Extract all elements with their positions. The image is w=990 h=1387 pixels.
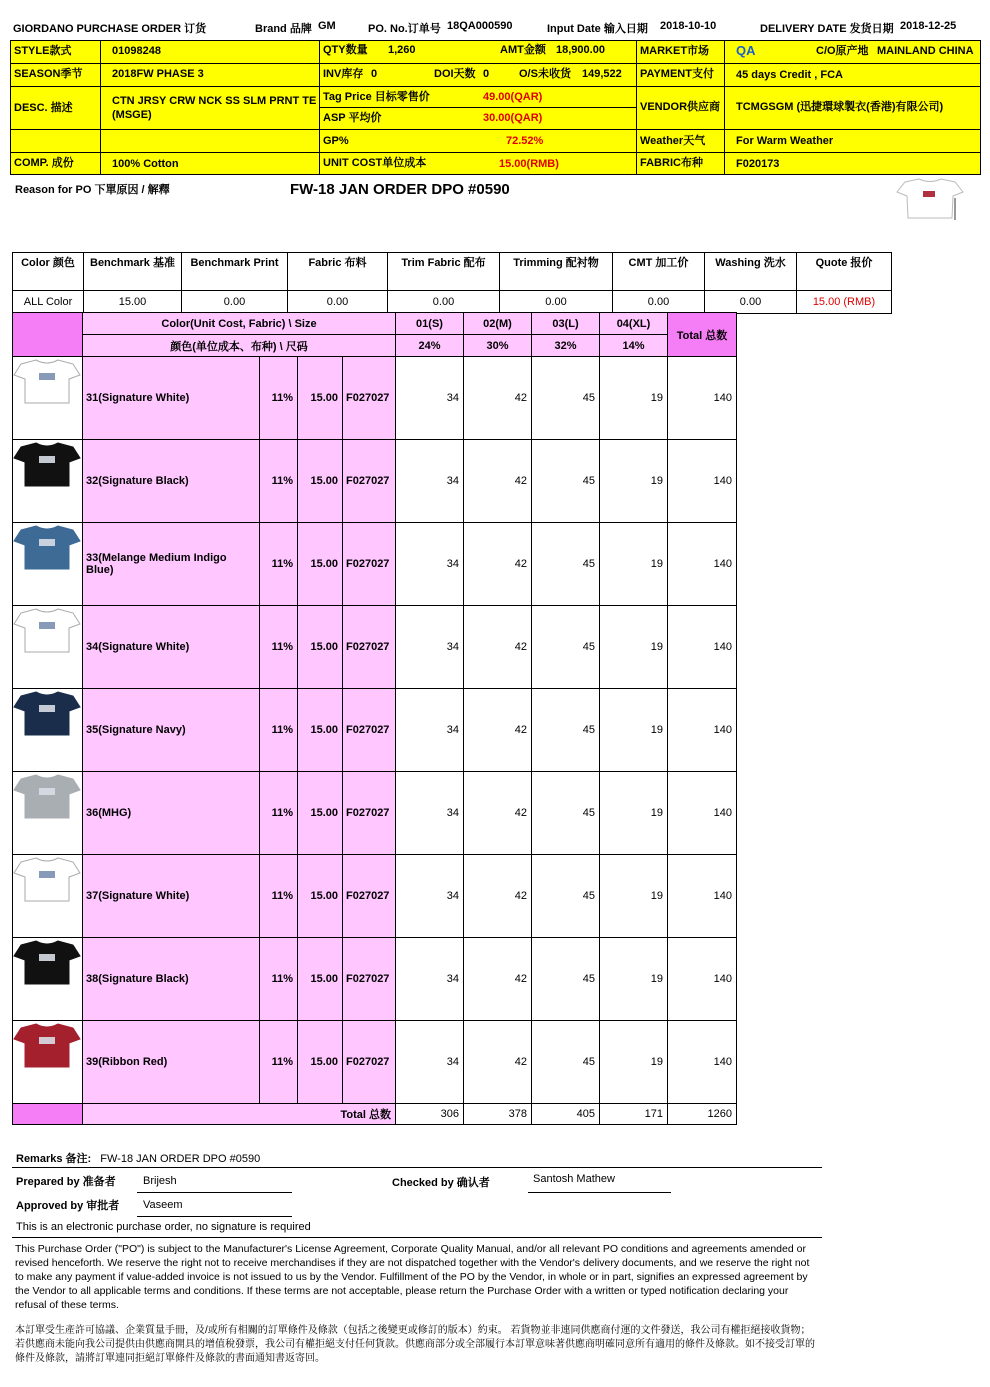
- asp-value: 30.00(QAR): [483, 112, 543, 124]
- vendor-label: VENDOR供应商: [640, 101, 721, 113]
- total-swatch-cell: [13, 1104, 83, 1125]
- cost-header: Trimming 配衬物: [500, 253, 613, 291]
- table-row: [13, 772, 737, 855]
- doi-value: 0: [483, 68, 490, 80]
- checked-label: Checked by 确认者: [392, 1177, 490, 1189]
- cost-header: CMT 加工价: [613, 253, 705, 291]
- qty-cell: 45: [532, 440, 600, 523]
- cost-header: Washing 洗水: [705, 253, 797, 291]
- row-total-cell: 140: [668, 1021, 737, 1104]
- qty-label: QTY数量: [323, 44, 368, 56]
- product-thumbnail: [895, 178, 965, 222]
- tshirt-image: [13, 940, 81, 986]
- table-row: [13, 523, 737, 606]
- qty-cell: 45: [532, 357, 600, 440]
- style-label: STYLE款式: [14, 45, 72, 57]
- qty-cell: 34: [396, 855, 464, 938]
- qty-cell: 45: [532, 689, 600, 772]
- market-label: MARKET市场: [640, 45, 710, 57]
- tshirt-image: [13, 774, 81, 820]
- color-name: 32(Signature Black): [83, 440, 260, 523]
- qty-cell: 34: [396, 689, 464, 772]
- amt-label: AMT金额: [500, 44, 546, 56]
- color-cost: 15.00: [298, 357, 343, 440]
- row-total-cell: 140: [668, 689, 737, 772]
- prepared-label: Prepared by 准备者: [16, 1176, 116, 1188]
- qty-cell: 42: [464, 523, 532, 606]
- swatch-cell: [13, 938, 83, 1021]
- qty-cell: 42: [464, 357, 532, 440]
- payment-value: 45 days Credit , FCA: [736, 69, 843, 81]
- swatch-cell: [13, 689, 83, 772]
- size-ratio: 24%: [396, 335, 464, 357]
- gp-label: GP%: [323, 135, 349, 147]
- remarks-value: FW-18 JAN ORDER DPO #0590: [100, 1153, 261, 1165]
- color-fabric: F027027: [343, 523, 396, 606]
- qty-cell: 19: [600, 1021, 668, 1104]
- qty-cell: 42: [464, 938, 532, 1021]
- color-pct: 11%: [260, 357, 298, 440]
- amt-value: 18,900.00: [556, 44, 605, 56]
- qty-cell: 19: [600, 855, 668, 938]
- terms-chinese: 本訂單受生產許可協議、企業質量手冊，及/或所有相關的訂單條件及條款（包括之後變更或修訂的版本）約束。 若貨物並非連同供應商付運的文件發送，我公司有權拒絕接收貨物；若供應商未能向我公司提供由供應商開具的增值稅發票，我公司有權拒絕支付任何貨款。供應商部分或全部履行本訂單意味著供應商明確同意所有適用的條件及條款。如不接受訂單的條件及條款，請將訂單連同拒絕訂單條件及條款的書面通知書返寄回。: [15, 1325, 815, 1364]
- fabric-label: FABRIC布种: [640, 157, 703, 169]
- prepared-value: Brijesh: [143, 1175, 177, 1187]
- swatch-header: [13, 313, 83, 357]
- quote-cell: 15.00 (RMB): [797, 291, 892, 314]
- cost-table: [12, 252, 892, 314]
- swatch-cell: [13, 1021, 83, 1104]
- color-fabric: F027027: [343, 606, 396, 689]
- color-name: 33(Melange Medium Indigo Blue): [83, 523, 260, 606]
- cost-cell: 0.00: [705, 291, 797, 314]
- os-label: O/S未收货: [519, 68, 571, 80]
- weather-label: Weather天气: [640, 135, 706, 147]
- delivery-date: 2018-12-25: [900, 20, 957, 32]
- qty-cell: 34: [396, 440, 464, 523]
- cost-cell: ALL Color: [13, 291, 84, 314]
- qty-cell: 34: [396, 938, 464, 1021]
- tshirt-image: [13, 359, 81, 405]
- size-header: 02(M): [464, 313, 532, 335]
- vendor-value: TCMGSGM (迅捷環球製衣(香港)有限公司): [736, 101, 944, 113]
- doi-label: DOI天数: [434, 68, 476, 80]
- color-fabric: F027027: [343, 440, 396, 523]
- order-title: FW-18 JAN ORDER DPO #0590: [290, 181, 510, 198]
- color-pct: 11%: [260, 1021, 298, 1104]
- color-fabric: F027027: [343, 855, 396, 938]
- cost-cell: 0.00: [613, 291, 705, 314]
- color-cost: 15.00: [298, 689, 343, 772]
- remarks-label: Remarks 备注:: [16, 1153, 92, 1165]
- size-header: 03(L): [532, 313, 600, 335]
- comp-value: 100% Cotton: [112, 158, 179, 170]
- tshirt-image: [13, 608, 81, 654]
- desc-label: DESC. 描述: [14, 102, 73, 114]
- tshirt-image: [13, 857, 81, 903]
- unit-cost-label: UNIT COST单位成本: [323, 157, 427, 169]
- tag-price-label: Tag Price 目标零售价: [323, 91, 430, 103]
- tag-price-value: 49.00(QAR): [483, 91, 543, 103]
- weather-value: For Warm Weather: [736, 135, 834, 147]
- qty-cell: 19: [600, 772, 668, 855]
- gp-value: 72.52%: [506, 135, 544, 147]
- grand-total-cell: 171: [600, 1104, 668, 1125]
- row-total-cell: 140: [668, 606, 737, 689]
- reason-label: Reason for PO 下單原因 / 解釋: [15, 184, 170, 196]
- row-total-cell: 140: [668, 523, 737, 606]
- color-cost: 15.00: [298, 938, 343, 1021]
- color-pct: 11%: [260, 689, 298, 772]
- color-pct: 11%: [260, 855, 298, 938]
- qty-cell: 34: [396, 772, 464, 855]
- grand-total-cell: 306: [396, 1104, 464, 1125]
- qty-cell: 19: [600, 606, 668, 689]
- comp-label: COMP. 成份: [14, 157, 74, 169]
- season-value: 2018FW PHASE 3: [112, 68, 204, 80]
- color-pct: 11%: [260, 523, 298, 606]
- cost-header: Benchmark 基准: [84, 253, 182, 291]
- color-pct: 11%: [260, 772, 298, 855]
- cost-header: Fabric 布料: [288, 253, 388, 291]
- size-header: 01(S): [396, 313, 464, 335]
- brand-value: GM: [318, 20, 336, 32]
- checked-value: Santosh Mathew: [533, 1173, 615, 1185]
- color-name: 37(Signature White): [83, 855, 260, 938]
- row-total-cell: 140: [668, 772, 737, 855]
- color-pct: 11%: [260, 606, 298, 689]
- cost-cell: 0.00: [500, 291, 613, 314]
- color-fabric: F027027: [343, 689, 396, 772]
- po-number-label: PO. No.订单号: [368, 23, 441, 35]
- cost-cell: 15.00: [84, 291, 182, 314]
- swatch-cell: [13, 440, 83, 523]
- qty-cell: 34: [396, 606, 464, 689]
- table-row: [13, 1021, 737, 1104]
- table-row: [13, 440, 737, 523]
- desc-line1: CTN JRSY CRW NCK SS SLM PRNT TE: [112, 95, 317, 107]
- qty-cell: 42: [464, 440, 532, 523]
- color-pct: 11%: [260, 938, 298, 1021]
- delivery-date-label: DELIVERY DATE 发货日期: [760, 23, 894, 35]
- payment-label: PAYMENT支付: [640, 68, 714, 80]
- size-header: 04(XL): [600, 313, 668, 335]
- input-date-label: Input Date 输入日期: [547, 23, 648, 35]
- qty-cell: 34: [396, 357, 464, 440]
- color-cost: 15.00: [298, 523, 343, 606]
- qty-cell: 42: [464, 689, 532, 772]
- swatch-cell: [13, 606, 83, 689]
- qty-cell: 45: [532, 523, 600, 606]
- color-fabric: F027027: [343, 772, 396, 855]
- qty-cell: 45: [532, 772, 600, 855]
- color-cost: 15.00: [298, 606, 343, 689]
- qty-cell: 45: [532, 606, 600, 689]
- cost-cell: 0.00: [288, 291, 388, 314]
- color-fabric: F027027: [343, 938, 396, 1021]
- unit-cost-value: 15.00(RMB): [499, 158, 559, 170]
- qty-cell: 42: [464, 772, 532, 855]
- cost-header: Color 颜色: [13, 253, 84, 291]
- color-cost: 15.00: [298, 855, 343, 938]
- cost-cell: 0.00: [182, 291, 288, 314]
- color-name: 38(Signature Black): [83, 938, 260, 1021]
- cost-cell: 0.00: [388, 291, 500, 314]
- cost-header-row: [13, 253, 892, 291]
- table-row: [13, 855, 737, 938]
- qty-cell: 42: [464, 855, 532, 938]
- qty-cell: 19: [600, 689, 668, 772]
- qty-cell: 45: [532, 938, 600, 1021]
- electronic-note: This is an electronic purchase order, no signature is required: [16, 1221, 311, 1233]
- row-total-cell: 140: [668, 855, 737, 938]
- table-row: [13, 606, 737, 689]
- color-cost: 15.00: [298, 772, 343, 855]
- row-total-cell: 140: [668, 357, 737, 440]
- total-header: Total 总数: [668, 313, 737, 357]
- grand-total-cell: 405: [532, 1104, 600, 1125]
- qty-cell: 19: [600, 523, 668, 606]
- color-pct: 11%: [260, 440, 298, 523]
- color-name: 39(Ribbon Red): [83, 1021, 260, 1104]
- qty-cell: 19: [600, 938, 668, 1021]
- co-value: MAINLAND CHINA: [877, 45, 974, 57]
- style-value: 01098248: [112, 45, 161, 57]
- cost-value-row: [13, 291, 892, 314]
- qty-value: 1,260: [388, 44, 416, 56]
- color-fabric: F027027: [343, 357, 396, 440]
- inv-label: INV库存: [323, 68, 364, 80]
- swatch-cell: [13, 772, 83, 855]
- tshirt-image: [13, 442, 81, 488]
- qty-cell: 42: [464, 1021, 532, 1104]
- desc-line2: (MSGE): [112, 109, 152, 121]
- qty-cell: 19: [600, 357, 668, 440]
- row-total-cell: 140: [668, 938, 737, 1021]
- tshirt-image: [13, 1023, 81, 1069]
- swatch-cell: [13, 357, 83, 440]
- fabric-value: F020173: [736, 158, 780, 170]
- season-label: SEASON季节: [14, 68, 83, 80]
- color-cost: 15.00: [298, 1021, 343, 1104]
- grand-total-cell: 378: [464, 1104, 532, 1125]
- brand-label: Brand 品牌: [255, 23, 312, 35]
- terms-english: This Purchase Order ("PO") is subject to the Manufacturer's License Agreement, Corporate Quality Manual, and/or all relevant PO conditions and agreements amended or revised henceforth. We reserve the right not to receive merchandises if they are not dispatched together with the Vendor's delivery documents, and we reserve the right not to make any payment if value-added invoice is not issued to us by the Vendor. Fulfillment of the PO by the Vendor, in whole or in part, signifies an expressed agreement by the Vendor to all applicable terms and conditions. If these terms are not acceptable, please return the Purchase Order with a written or typed notification declaring your refusal of these terms.: [15, 1243, 810, 1311]
- grand-total-cell: 1260: [668, 1104, 737, 1125]
- po-title: GIORDANO PURCHASE ORDER 订货: [13, 23, 207, 35]
- qty-cell: 19: [600, 440, 668, 523]
- cost-header: Trim Fabric 配布: [388, 253, 500, 291]
- qty-cell: 34: [396, 1021, 464, 1104]
- color-size-header: Color(Unit Cost, Fabric) \ Size: [83, 313, 396, 335]
- tshirt-image: [13, 525, 81, 571]
- row-total-cell: 140: [668, 440, 737, 523]
- color-name: 35(Signature Navy): [83, 689, 260, 772]
- po-info-grid: [10, 40, 981, 175]
- color-fabric: F027027: [343, 1021, 396, 1104]
- qty-cell: 45: [532, 1021, 600, 1104]
- qty-cell: 34: [396, 523, 464, 606]
- grand-total-label: Total 总数: [83, 1104, 396, 1125]
- approved-value: Vaseem: [143, 1199, 183, 1211]
- table-row: [13, 938, 737, 1021]
- qty-cell: 45: [532, 855, 600, 938]
- inv-value: 0: [371, 68, 378, 80]
- po-number: 18QA000590: [447, 20, 513, 32]
- co-label: C/O原产地: [816, 45, 869, 57]
- size-ratio: 30%: [464, 335, 532, 357]
- table-row: [13, 357, 737, 440]
- color-cost: 15.00: [298, 440, 343, 523]
- color-size-header-cn: 颜色(单位成本、布种) \ 尺码: [83, 335, 396, 357]
- cost-header: Benchmark Print: [182, 253, 288, 291]
- table-row: [13, 689, 737, 772]
- qty-cell: 42: [464, 606, 532, 689]
- color-name: 36(MHG): [83, 772, 260, 855]
- os-value: 149,522: [582, 68, 622, 80]
- size-ratio: 14%: [600, 335, 668, 357]
- asp-label: ASP 平均价: [323, 112, 382, 124]
- cost-header: Quote 报价: [797, 253, 892, 291]
- tshirt-image: [13, 691, 81, 737]
- swatch-cell: [13, 523, 83, 606]
- color-name: 34(Signature White): [83, 606, 260, 689]
- approved-label: Approved by 审批者: [16, 1200, 120, 1212]
- color-name: 31(Signature White): [83, 357, 260, 440]
- size-breakdown-table: [12, 312, 737, 1125]
- swatch-cell: [13, 855, 83, 938]
- input-date: 2018-10-10: [660, 20, 717, 32]
- remarks: [16, 1150, 260, 1166]
- market-value: QA: [736, 43, 756, 58]
- size-ratio: 32%: [532, 335, 600, 357]
